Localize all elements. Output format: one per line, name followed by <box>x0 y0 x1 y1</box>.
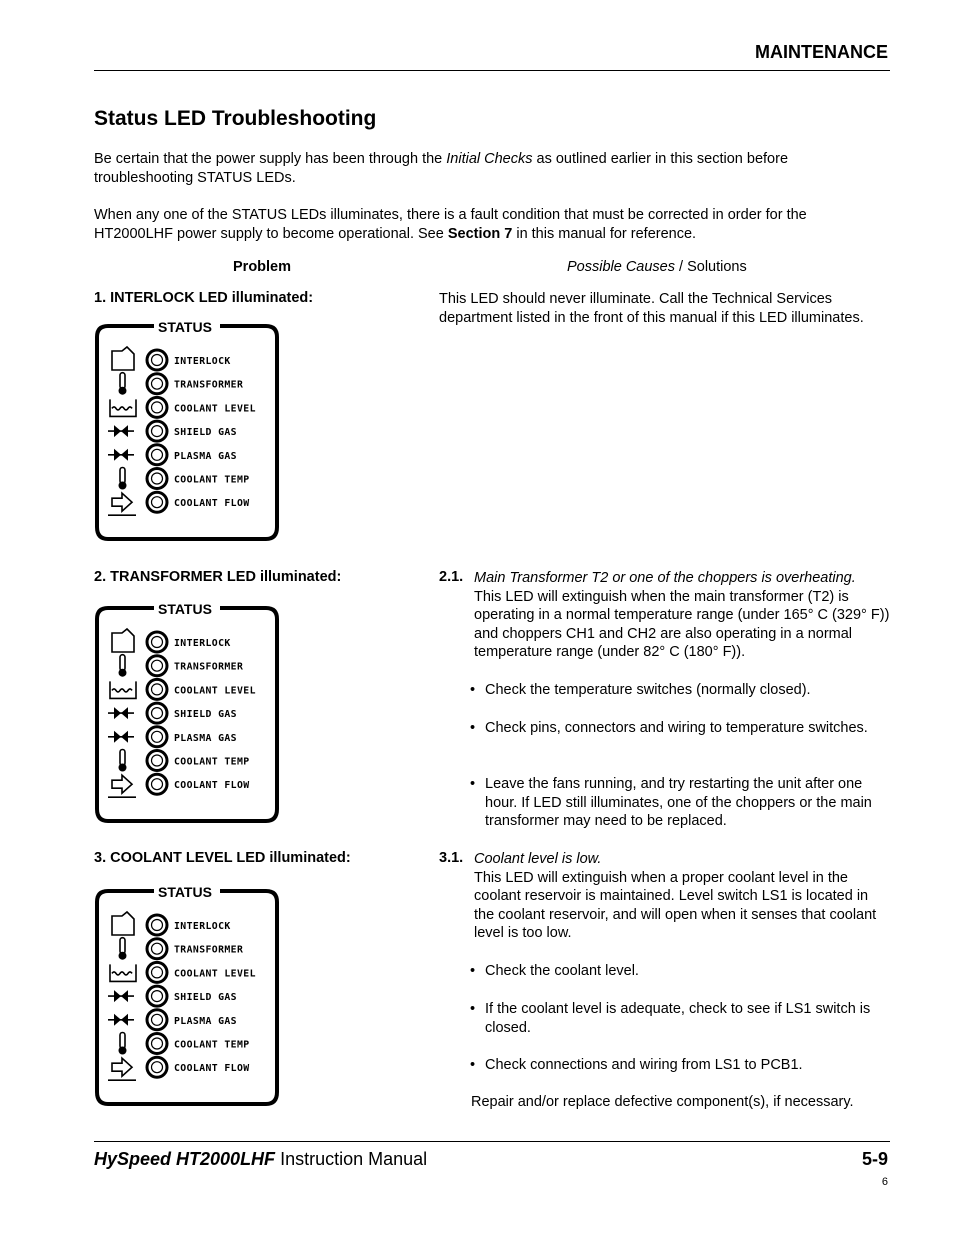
plasma-gas-valve-icon <box>108 1014 134 1026</box>
led-indicator-icon <box>147 656 167 676</box>
led-label: SHIELD GAS <box>174 992 237 1004</box>
status-led-row <box>108 703 237 723</box>
cause-body: This LED will extinguish when a proper coolant level in the coolant reservoir is maintained. Level switch LS1 is located in the coolant reservoir, and will open when it senses that coolant level is too low. <box>474 869 877 942</box>
led-indicator-icon <box>147 774 167 794</box>
column-heading-causes: Possible Causes / Solutions <box>567 259 747 275</box>
status-led-row <box>112 629 231 652</box>
led-indicator-icon <box>147 397 167 417</box>
status-panel-title: STATUS <box>158 885 212 900</box>
status-panel <box>94 885 280 1107</box>
led-indicator-icon <box>147 445 167 465</box>
status-led-row <box>108 986 237 1006</box>
section-header: MAINTENANCE <box>755 42 888 62</box>
status-led-row <box>108 445 237 465</box>
led-label: COOLANT FLOW <box>174 780 250 792</box>
intro-paragraph-2: When any one of the STATUS LEDs illuminates, there is a fault condition that must be corrected in order for the HT2000LHF power supply to become operational. See Section 7 in this manual for reference. <box>94 207 807 242</box>
bullet-item: • Check the coolant level. <box>470 963 639 979</box>
led-indicator-icon <box>147 1057 167 1077</box>
section-ref: Section 7 <box>447 226 513 242</box>
plasma-gas-valve-icon <box>108 449 134 461</box>
header-rule <box>94 70 890 71</box>
status-led-row <box>108 774 250 797</box>
status-panel-graphic <box>94 320 280 542</box>
thermometer-icon <box>119 655 127 677</box>
led-label: COOLANT LEVEL <box>174 968 256 980</box>
bullet-item: • Leave the fans running, and try restarting the unit after one hour. If LED still illuminates, one of the choppers or the main transformer may need to be replaced. <box>470 776 872 830</box>
led-indicator-icon <box>147 679 167 699</box>
cause-heading: Main Transformer T2 or one of the choppers is overheating. <box>474 570 856 586</box>
plasma-gas-valve-icon <box>108 731 134 743</box>
led-label: SHIELD GAS <box>174 427 237 439</box>
cause-body: This LED will extinguish when the main transformer (T2) is operating in a normal temperature range (under 165° C (329° F)) and choppers CH1 and CH2 are also operating in a normal temperature range (under 82° C (180° F)). <box>474 588 890 661</box>
status-led-row <box>110 397 256 417</box>
led-indicator-icon <box>147 727 167 747</box>
led-indicator-icon <box>147 703 167 723</box>
status-panel-graphic <box>94 602 280 824</box>
led-label: TRANSFORMER <box>174 379 244 391</box>
status-led-row <box>108 727 237 747</box>
led-label: INTERLOCK <box>174 638 231 649</box>
shield-gas-valve-icon <box>108 707 134 719</box>
coolant-tank-icon <box>110 681 136 698</box>
status-led-row <box>110 679 256 699</box>
led-label: TRANSFORMER <box>174 944 244 956</box>
led-label: COOLANT FLOW <box>174 1063 250 1075</box>
led-label: COOLANT TEMP <box>174 474 250 486</box>
cause-1: This LED should never illuminate. Call the Technical Services department listed in the front of this manual if this LED illuminates. <box>439 291 864 326</box>
status-led-row <box>108 492 250 515</box>
led-label: PLASMA GAS <box>174 450 237 462</box>
bullet-item: • Check pins, connectors and wiring to temperature switches. <box>470 720 868 736</box>
led-indicator-icon <box>147 1010 167 1030</box>
led-indicator-icon <box>147 962 167 982</box>
status-led-row <box>119 655 244 677</box>
status-panel <box>94 320 280 542</box>
cause-number-3-1: 3.1. <box>439 850 464 866</box>
status-panel <box>94 602 280 824</box>
status-led-row <box>119 468 250 490</box>
intro-paragraph-1: Be certain that the power supply has been through the Initial Checks as outlined earlier in this section before troubleshooting STATUS LEDs. <box>94 151 789 186</box>
status-led-row <box>108 1010 237 1030</box>
status-led-row <box>119 750 250 772</box>
cause-heading: Coolant level is low. <box>474 851 602 867</box>
shield-gas-valve-icon <box>108 990 134 1002</box>
led-indicator-icon <box>147 1034 167 1054</box>
led-indicator-icon <box>147 632 167 652</box>
led-label: PLASMA GAS <box>174 1015 237 1027</box>
page-title: Status LED Troubleshooting <box>94 107 377 130</box>
led-indicator-icon <box>147 469 167 489</box>
column-heading-problem: Problem <box>233 259 292 275</box>
problem-1: 1. INTERLOCK LED illuminated: <box>94 290 314 306</box>
coolant-tank-icon <box>110 399 136 416</box>
coolant-tank-icon <box>110 964 136 981</box>
cause-number-2-1: 2.1. <box>439 569 464 585</box>
footer-rule <box>94 1141 890 1142</box>
led-indicator-icon <box>147 350 167 370</box>
led-label: COOLANT TEMP <box>174 756 250 768</box>
led-indicator-icon <box>147 421 167 441</box>
status-panel-title: STATUS <box>158 602 212 617</box>
led-indicator-icon <box>147 751 167 771</box>
status-led-row <box>119 938 244 960</box>
led-indicator-icon <box>147 986 167 1006</box>
problem-2: 2. TRANSFORMER LED illuminated: <box>94 569 342 585</box>
problem-3: 3. COOLANT LEVEL LED illuminated: <box>94 850 351 866</box>
led-label: SHIELD GAS <box>174 709 237 721</box>
status-panel-title: STATUS <box>158 320 212 335</box>
closing-note: Repair and/or replace defective component(s), if necessary. <box>471 1094 854 1110</box>
interlock-icon <box>112 347 134 370</box>
status-panel-graphic <box>94 885 280 1107</box>
status-led-row <box>119 1033 250 1055</box>
led-label: TRANSFORMER <box>174 661 244 673</box>
footer-manual-title: HySpeed HT2000LHF Instruction Manual <box>94 1149 428 1169</box>
status-led-row <box>112 912 231 935</box>
thermometer-icon <box>119 373 127 395</box>
initial-checks-ref: Initial Checks <box>446 151 533 167</box>
led-indicator-icon <box>147 492 167 512</box>
thermometer-icon <box>119 750 127 772</box>
flow-arrow-icon <box>108 775 136 797</box>
led-label: INTERLOCK <box>174 921 231 932</box>
led-label: COOLANT LEVEL <box>174 685 256 697</box>
footer-small-number: 6 <box>881 1176 888 1188</box>
bullet-item: • If the coolant level is adequate, check to see if LS1 switch is closed. <box>470 1001 871 1036</box>
interlock-icon <box>112 629 134 652</box>
led-indicator-icon <box>147 374 167 394</box>
flow-arrow-icon <box>108 1058 136 1080</box>
status-led-row <box>108 421 237 441</box>
thermometer-icon <box>119 938 127 960</box>
led-indicator-icon <box>147 939 167 959</box>
interlock-icon <box>112 912 134 935</box>
status-led-row <box>112 347 231 370</box>
status-led-row <box>110 962 256 982</box>
led-indicator-icon <box>147 915 167 935</box>
flow-arrow-icon <box>108 493 136 515</box>
status-led-row <box>119 373 244 395</box>
status-led-row <box>108 1057 250 1080</box>
thermometer-icon <box>119 468 127 490</box>
footer-brand: HySpeed HT2000LHF <box>94 1149 276 1169</box>
led-label: COOLANT LEVEL <box>174 403 256 415</box>
bullet-item: • Check the temperature switches (normally closed). <box>470 682 811 698</box>
bullet-item: • Check connections and wiring from LS1 to PCB1. <box>470 1057 803 1073</box>
led-label: COOLANT TEMP <box>174 1039 250 1051</box>
led-label: PLASMA GAS <box>174 732 237 744</box>
cause-3-1 <box>474 850 892 943</box>
led-label: COOLANT FLOW <box>174 498 250 510</box>
thermometer-icon <box>119 1033 127 1055</box>
page-number: 5-9 <box>861 1149 888 1169</box>
cause-2-1 <box>474 569 892 662</box>
shield-gas-valve-icon <box>108 425 134 437</box>
led-label: INTERLOCK <box>174 356 231 367</box>
